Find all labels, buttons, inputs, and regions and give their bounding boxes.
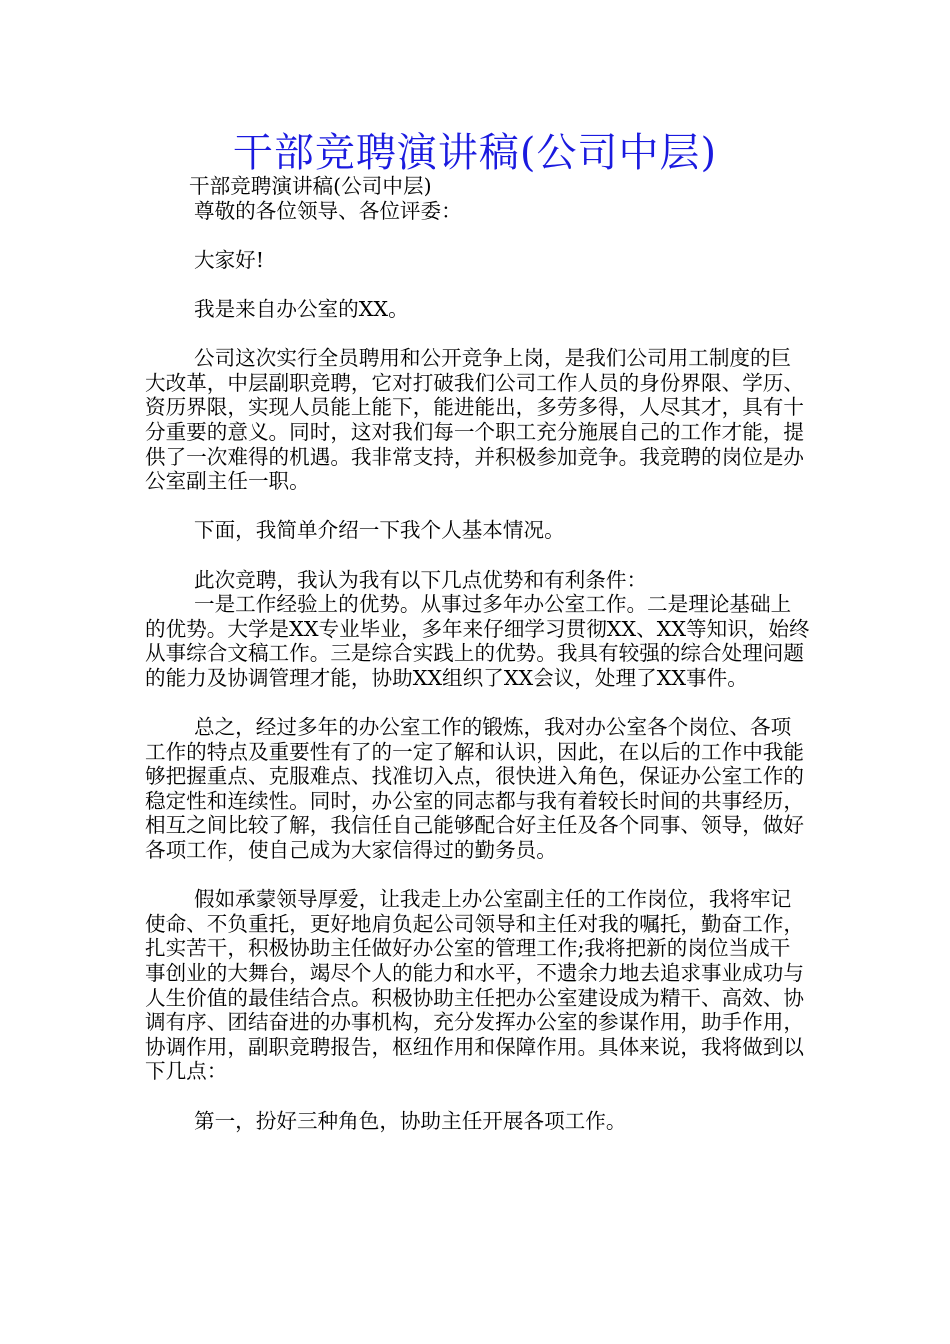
paragraph-salutation: 尊敬的各位领导、各位评委： [194,198,462,223]
document-subtitle: 干部竞聘演讲稿(公司中层) [189,174,432,198]
paragraph-background-lead: 下面，我简单介绍一下我个人基本情况。 [194,518,565,543]
paragraph-first-point: 第一，扮好三种角色，协助主任开展各项工作。 [194,1108,627,1133]
document-body [145,174,810,1133]
document-title: 干部竞聘演讲稿(公司中层) [232,130,718,176]
paragraph-advantages: 一是工作经验上的优势。从事过多年办公室工作。二是理论基础上的优势。大学是XX专业毕业，多年来仔细学习贯彻XX、XX等知识，始终从事综合文稿工作。三是综合实践上的优势。我具有较强的综合处理问题的能力及协调管理才能，协助XX组织了XX会议，处理了XX事件。 [145,592,810,690]
paragraph-greeting: 大家好! [194,247,265,272]
paragraph-introduction: 我是来自办公室的XX。 [194,296,409,321]
paragraph-summary: 总之，经过多年的办公室工作的锻炼，我对办公室各个岗位、各项工作的特点及重要性有了的一定了解和认识，因此，在以后的工作中我能够把握重点、克服难点、找准切入点，很快进入角色，保证办公室工作的稳定性和连续性。同时，办公室的同志都与我有着较长时间的共事经历，相互之间比较了解，我信任自己能够配合好主任及各个同事、领导，做好各项工作，使自己成为大家信得过的勤务员。 [145,715,804,863]
paragraph-reform: 公司这次实行全员聘用和公开竞争上岗，是我们公司用工制度的巨大改革，中层副职竞聘，它对打破我们公司工作人员的身份界限、学历、资历界限，实现人员能上能下，能进能出，多劳多得，人尽其才，具有十分重要的意义。同时，这对我们每一个职工充分施展自己的工作才能，提供了一次难得的机遇。我非常支持，并积极参加竞争。我竞聘的岗位是办公室副主任一职。 [145,346,804,494]
paragraph-advantages-lead: 此次竞聘，我认为我有以下几点优势和有利条件： [194,567,648,592]
paragraph-commitment: 假如承蒙领导厚爱，让我走上办公室副主任的工作岗位，我将牢记使命、不负重托，更好地肩负起公司领导和主任对我的嘱托，勤奋工作，扎实苦干，积极协助主任做好办公室的管理工作;我将把新的岗位当成干事创业的大舞台，竭尽个人的能力和水平，不遗余力地去追求事业成功与人生价值的最佳结合点。积极协助主任把办公室建设成为精干、高效、协调有序、团结奋进的办事机构，充分发挥办公室的参谋作用，助手作用，协调作用，副职竞聘报告，枢纽作用和保障作用。具体来说，我将做到以下几点： [145,887,804,1084]
